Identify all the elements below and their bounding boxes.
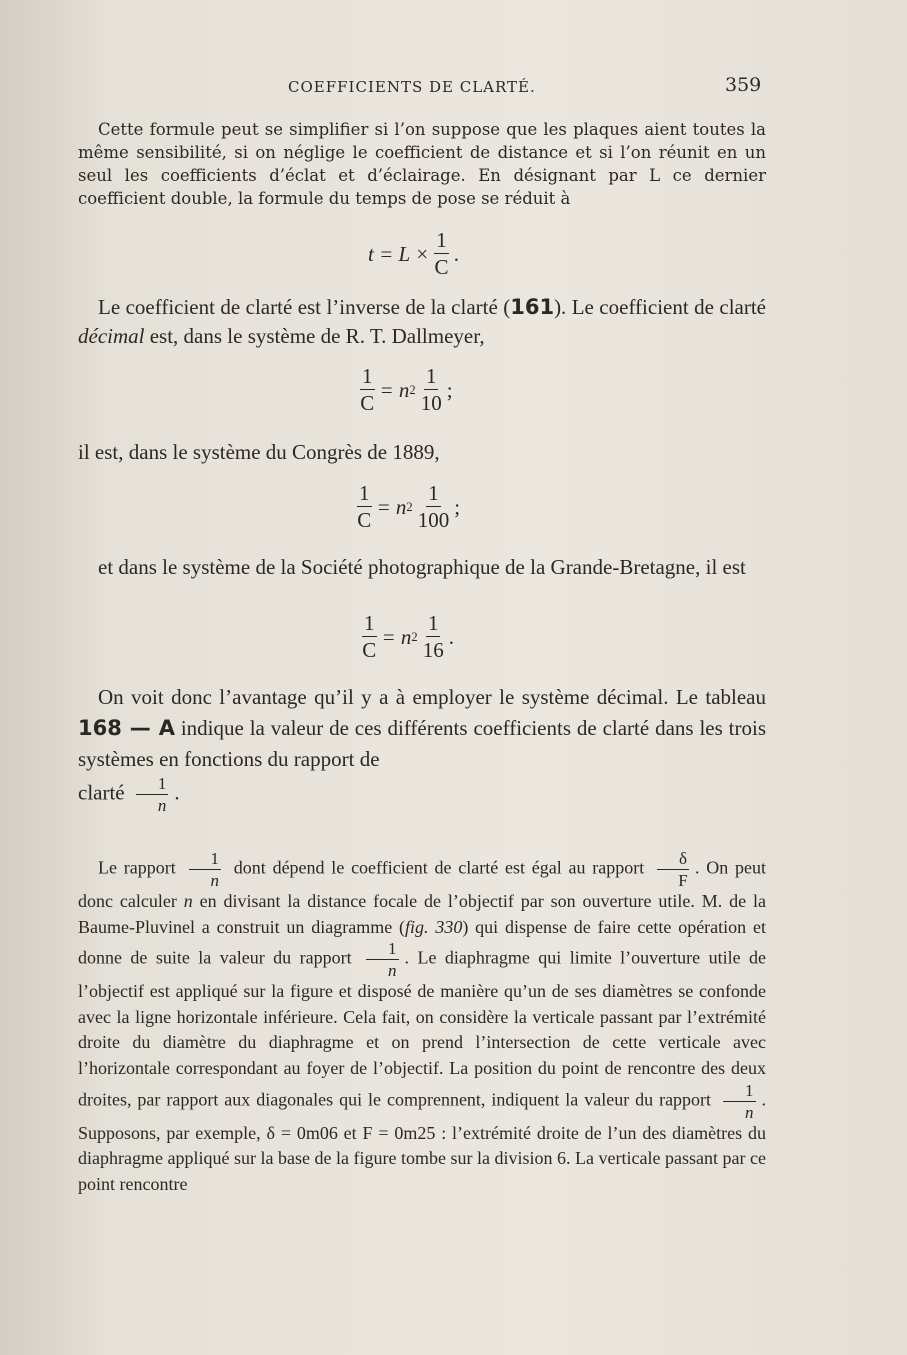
formula-end: ;: [446, 377, 453, 402]
formula-end: .: [448, 624, 454, 649]
lhs-numerator: 1: [364, 611, 375, 635]
page-number: 359: [725, 74, 762, 96]
p6-text-e: ) qui dispense de faire cette opération et donne de suite la valeur du rapport: [78, 916, 766, 968]
fraction-numerator: 1: [436, 228, 447, 252]
fraction-denominator: F: [678, 871, 688, 890]
fraction-denominator: n: [745, 1102, 754, 1122]
running-title: COEFFICIENTS DE CLARTÉ.: [288, 78, 536, 96]
equals-n: = n: [376, 494, 407, 519]
rhs-denominator: 10: [420, 391, 442, 415]
equals-n: = n: [379, 377, 410, 402]
formula-societe: [357, 613, 454, 661]
formula-end: ;: [454, 494, 461, 519]
reference-168-a: 168 — A: [78, 716, 175, 740]
p6-text-d: en divisant la distance focale de l’objectif par son ouverture utile. M. de la Baume-Pluvinel a construit un diagramme (: [78, 891, 766, 937]
p5-end: .: [174, 780, 180, 805]
formula-time: [368, 230, 459, 278]
p6-text-b: dont dépend le coefficient de clarté est égal au rapport: [233, 857, 645, 878]
formula-lhs: t = L ×: [368, 241, 430, 266]
lhs-denominator: C: [362, 638, 377, 662]
figure-reference: fig. 330: [405, 916, 463, 937]
fraction-numerator: δ: [657, 850, 689, 870]
inline-fraction-3: [366, 940, 399, 979]
fraction-numerator: 1: [136, 775, 169, 795]
p5-text-c: clarté: [78, 780, 125, 805]
p6-text-a: Le rapport: [98, 857, 176, 878]
exponent: 2: [409, 382, 416, 397]
p6-text-c: . On peut donc calculer: [78, 857, 767, 911]
rhs-denominator: 16: [422, 638, 444, 662]
fraction-denominator: n: [210, 871, 220, 890]
p6-text-g: . Supposons, par exemple, δ = 0m06 et F = 0m25 : l’extrémité droite de l’un des diamètres du diaphragme appliqué sur la base de la figure tombe sur la division 6. La verticale passant par ce point rencontre: [78, 1089, 766, 1194]
inline-fraction-4: [723, 1082, 756, 1121]
formula-congres: [352, 483, 460, 531]
lhs-denominator: C: [357, 508, 372, 532]
fraction-denominator: C: [434, 255, 449, 279]
exponent: 2: [411, 629, 418, 644]
lhs-numerator: 1: [362, 364, 373, 388]
formula-fraction: [434, 230, 449, 278]
p5-text-a: On voit donc l’avantage qu’il y a à employer le système décimal. Le tableau: [98, 685, 766, 709]
fraction-denominator: n: [388, 961, 397, 981]
rhs-numerator: 1: [428, 481, 439, 505]
paragraph-1: Cette formule peut se simplifier si l’on suppose que les plaques aient toutes la même sensibilité, si on néglige le coefficient de distance et si l’on réunit en un seul les coefficients d’éclat et d’éclairage. En désignant par L ce dernier coefficient double, la formule du temps de pose se réduit à: [78, 120, 766, 208]
paragraph-4: et dans le système de la Société photographique de la Grande-Bretagne, il est: [98, 555, 746, 579]
paragraph-2: [78, 293, 766, 351]
paragraph-6: [78, 850, 766, 1197]
paragraph-3: il est, dans le système du Congrès de 1889,: [78, 440, 440, 464]
p2-text-a: Le coefficient de clarté est l’inverse de la clarté (: [98, 295, 511, 319]
variable-n: n: [183, 891, 193, 911]
paragraph-5: [78, 682, 766, 814]
inline-fraction-2: [657, 850, 689, 889]
fraction-denominator: n: [157, 796, 167, 815]
inline-fraction: [136, 775, 169, 814]
rhs-denominator: 100: [417, 508, 450, 532]
lhs-numerator: 1: [359, 481, 370, 505]
rhs-numerator: 1: [427, 611, 439, 635]
exponent: 2: [406, 499, 413, 514]
fraction-numerator: 1: [189, 850, 222, 870]
p2-text-c: est, dans le système de R. T. Dallmeyer,: [144, 324, 485, 348]
emphasis-decimal: décimal: [78, 324, 145, 348]
reference-161: 161: [510, 295, 555, 319]
fraction-numerator: 1: [366, 940, 399, 960]
equals-n: = n: [381, 624, 412, 649]
lhs-denominator: C: [360, 391, 375, 415]
p6-text-f: . Le diaphragme qui limite l’ouverture utile de l’objectif est appliqué sur la figure et disposé de manière qu’un de ses diamètres se confonde avec la ligne horizontale inférieure. Cela fait, on considère la verticale passant par l’extrémité droite du diamètre du diaphragme et on prend l’intersection de cette verticale avec l’horizontale correspondant au foyer de l’objectif. La position du point de rencontre des deux droites, par rapport aux diagonales qui le comprennent, indiquent la valeur du rapport: [78, 947, 767, 1110]
p5-text-b: indique la valeur de ces différents coefficients de clarté dans les trois systèmes en fonctions du rapport de: [78, 716, 766, 771]
formula-end: .: [453, 241, 459, 266]
fraction-numerator: 1: [723, 1082, 756, 1102]
p2-text-b: ). Le coefficient de clarté: [554, 295, 766, 319]
formula-dallmeyer: [355, 366, 453, 414]
rhs-numerator: 1: [425, 364, 437, 388]
inline-fraction-1: [189, 850, 222, 889]
